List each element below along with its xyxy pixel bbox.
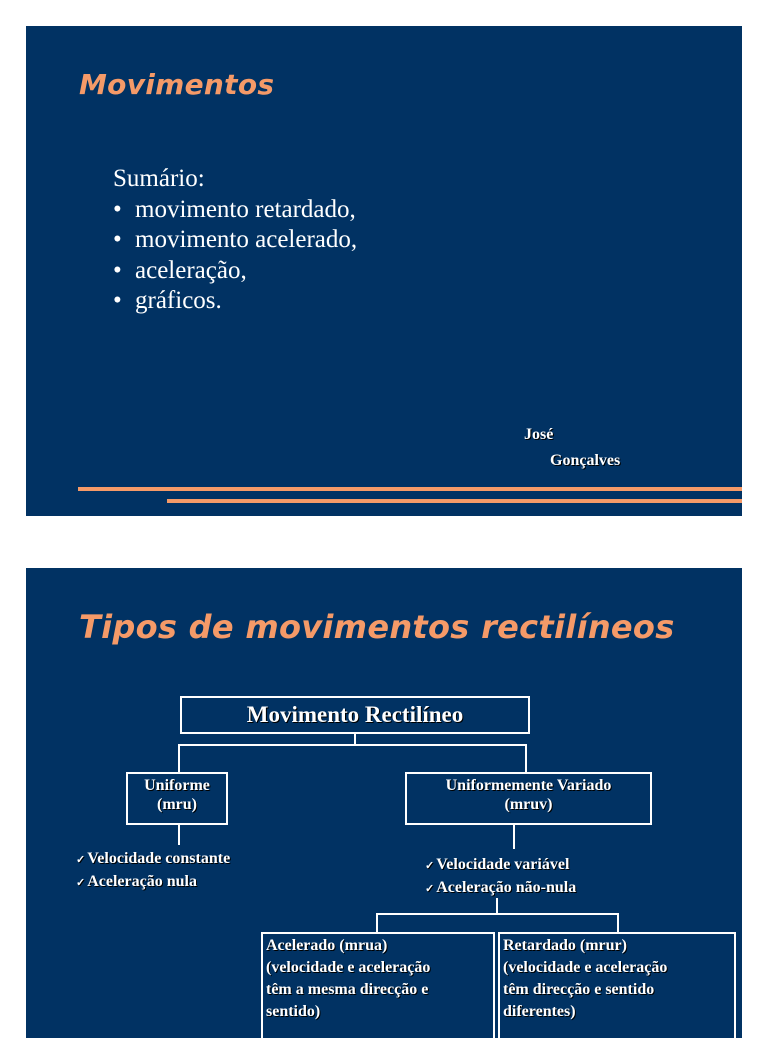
slide-2 <box>26 568 742 1038</box>
bullet-icon: • <box>113 287 122 314</box>
check-icon: ✓ <box>76 877 86 889</box>
connector <box>178 744 527 746</box>
slide-1 <box>26 26 742 516</box>
node-uniformemente-variado: Uniformemente Variado (mruv) <box>405 772 652 825</box>
summary-item: • movimento retardado, <box>113 195 357 226</box>
summary-list <box>113 195 357 317</box>
summary-block <box>113 164 357 317</box>
summary-heading: Sumário: <box>113 165 205 192</box>
bullet-icon: • <box>113 226 122 253</box>
accent-bar-bottom <box>167 499 742 503</box>
node-retardado: Retardado (mrur) (velocidade e aceleração têm direcção e sentido diferentes) <box>498 932 736 1038</box>
variado-properties <box>425 854 576 900</box>
check-icon: ✓ <box>76 854 86 866</box>
list-item: ✓ Aceleração nula <box>76 873 197 890</box>
check-icon: ✓ <box>425 860 435 872</box>
author-first-name: José <box>524 426 554 443</box>
summary-item: • movimento acelerado, <box>113 225 357 256</box>
connector <box>178 744 180 772</box>
bullet-icon: • <box>113 195 122 223</box>
root-node-movimento-rectilineo: Movimento Rectilíneo <box>180 696 530 734</box>
node-uniforme: Uniforme (mru) <box>126 772 228 825</box>
connector <box>376 913 619 915</box>
list-item: ✓ Velocidade variável <box>425 856 570 873</box>
slide-2-title: Tipos de movimentos rectilíneos <box>79 608 675 646</box>
bullet-icon: • <box>113 256 122 284</box>
connector <box>178 825 180 845</box>
list-item: ✓ Aceleração não-nula <box>425 879 577 896</box>
author-last-name: Gonçalves <box>550 452 621 469</box>
connector <box>496 898 498 914</box>
connector <box>376 913 378 932</box>
connector <box>513 825 515 849</box>
check-icon: ✓ <box>425 883 435 895</box>
node-acelerado: Acelerado (mrua) (velocidade e aceleração têm a mesma direcção e sentido) <box>261 932 495 1038</box>
connector <box>525 744 527 772</box>
accent-bar-top <box>78 487 742 491</box>
summary-item: • gráficos. <box>113 286 357 317</box>
connector <box>617 913 619 932</box>
slide-1-title: Movimentos <box>79 68 275 101</box>
uniform-properties <box>76 848 230 894</box>
summary-item: • aceleração, <box>113 256 357 287</box>
list-item: ✓ Velocidade constante <box>76 850 231 867</box>
